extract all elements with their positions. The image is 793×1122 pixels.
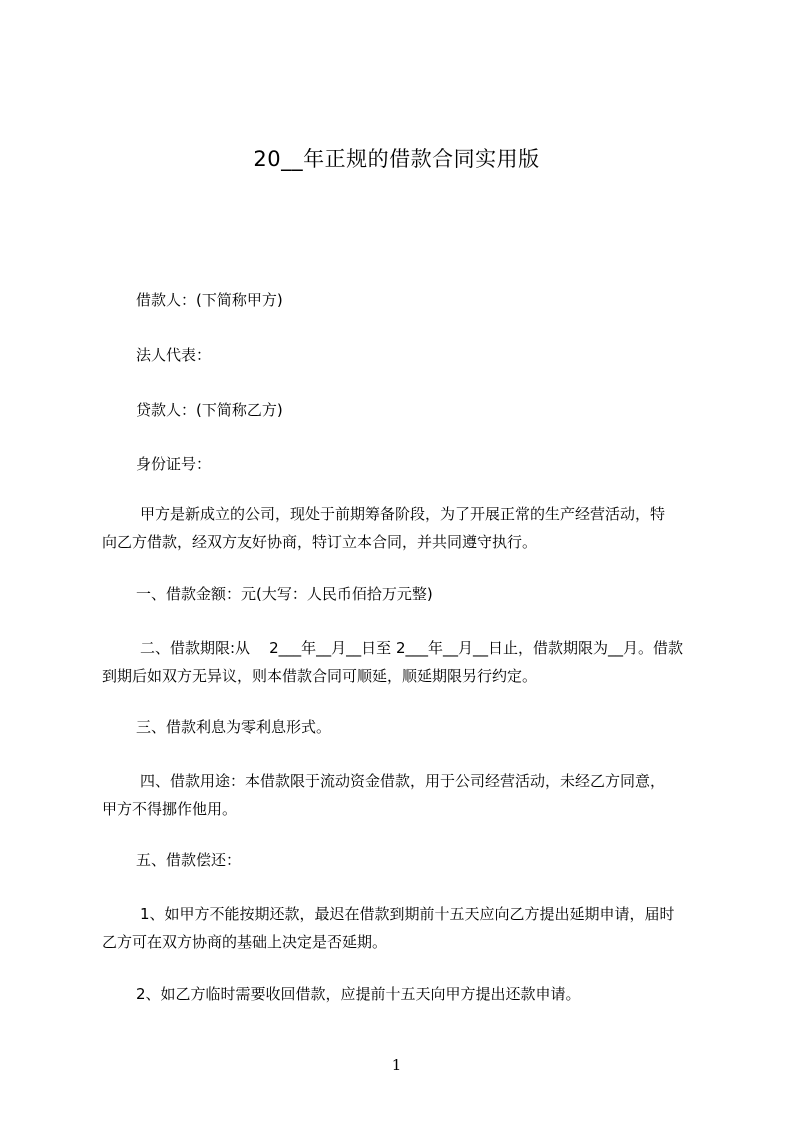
paragraph-loan-purpose xyxy=(102,767,712,823)
paragraph-id-number xyxy=(102,450,712,478)
paragraph-borrower xyxy=(102,286,712,314)
text-line: 四、借款用途：本借款限于流动资金借款，用于公司经营活动，未经乙方同意， xyxy=(140,772,666,790)
page-number: 1 xyxy=(391,1056,402,1074)
text-line: 乙方可在双方协商的基础上决定是否延期。 xyxy=(102,933,388,951)
paragraph-repayment-item-2 xyxy=(102,980,712,1008)
text-line: 向乙方借款，经双方友好协商，特订立本合同，并共同遵守执行。 xyxy=(102,533,538,551)
text-line: 甲方不得挪作他用。 xyxy=(102,800,238,818)
paragraph-loan-amount xyxy=(102,580,712,608)
text-line: 到期后如双方无异议，则本借款合同可顺延，顺延期限另行约定。 xyxy=(102,667,538,685)
text-line: 借款人：(下简称甲方) xyxy=(136,291,283,309)
text-line: 一、借款金额：元(大写：人民币佰拾万元整) xyxy=(136,585,433,603)
text-line: 三、借款利息为零利息形式。 xyxy=(136,718,332,736)
text-line: 五、借款偿还： xyxy=(136,851,242,869)
paragraph-lender xyxy=(102,396,712,424)
text-line: 2、如乙方临时需要收回借款，应提前十五天向甲方提出还款申请。 xyxy=(136,985,581,1003)
text-line: 甲方是新成立的公司，现处于前期筹备阶段，为了开展正常的生产经营活动，特 xyxy=(140,505,666,523)
paragraph-interest xyxy=(102,713,712,741)
text-line: 法人代表： xyxy=(136,346,212,364)
paragraph-loan-term xyxy=(102,634,712,690)
text-line: 贷款人：(下简称乙方) xyxy=(136,401,283,419)
document-title: 20__年正规的借款合同实用版 xyxy=(253,147,540,171)
paragraph-legal-rep xyxy=(102,341,712,369)
paragraph-repayment-item-1 xyxy=(102,900,712,956)
text-line: 1、如甲方不能按期还款，最迟在借款到期前十五天应向乙方提出延期申请，届时 xyxy=(140,905,675,923)
text-line: 身份证号： xyxy=(136,455,212,473)
paragraph-preamble xyxy=(102,500,712,556)
paragraph-repayment-heading xyxy=(102,846,712,874)
text-line: 二、借款期限:从 2___年__月__日至 2___年__月__日止，借款期限为__月。借款 xyxy=(140,639,683,657)
